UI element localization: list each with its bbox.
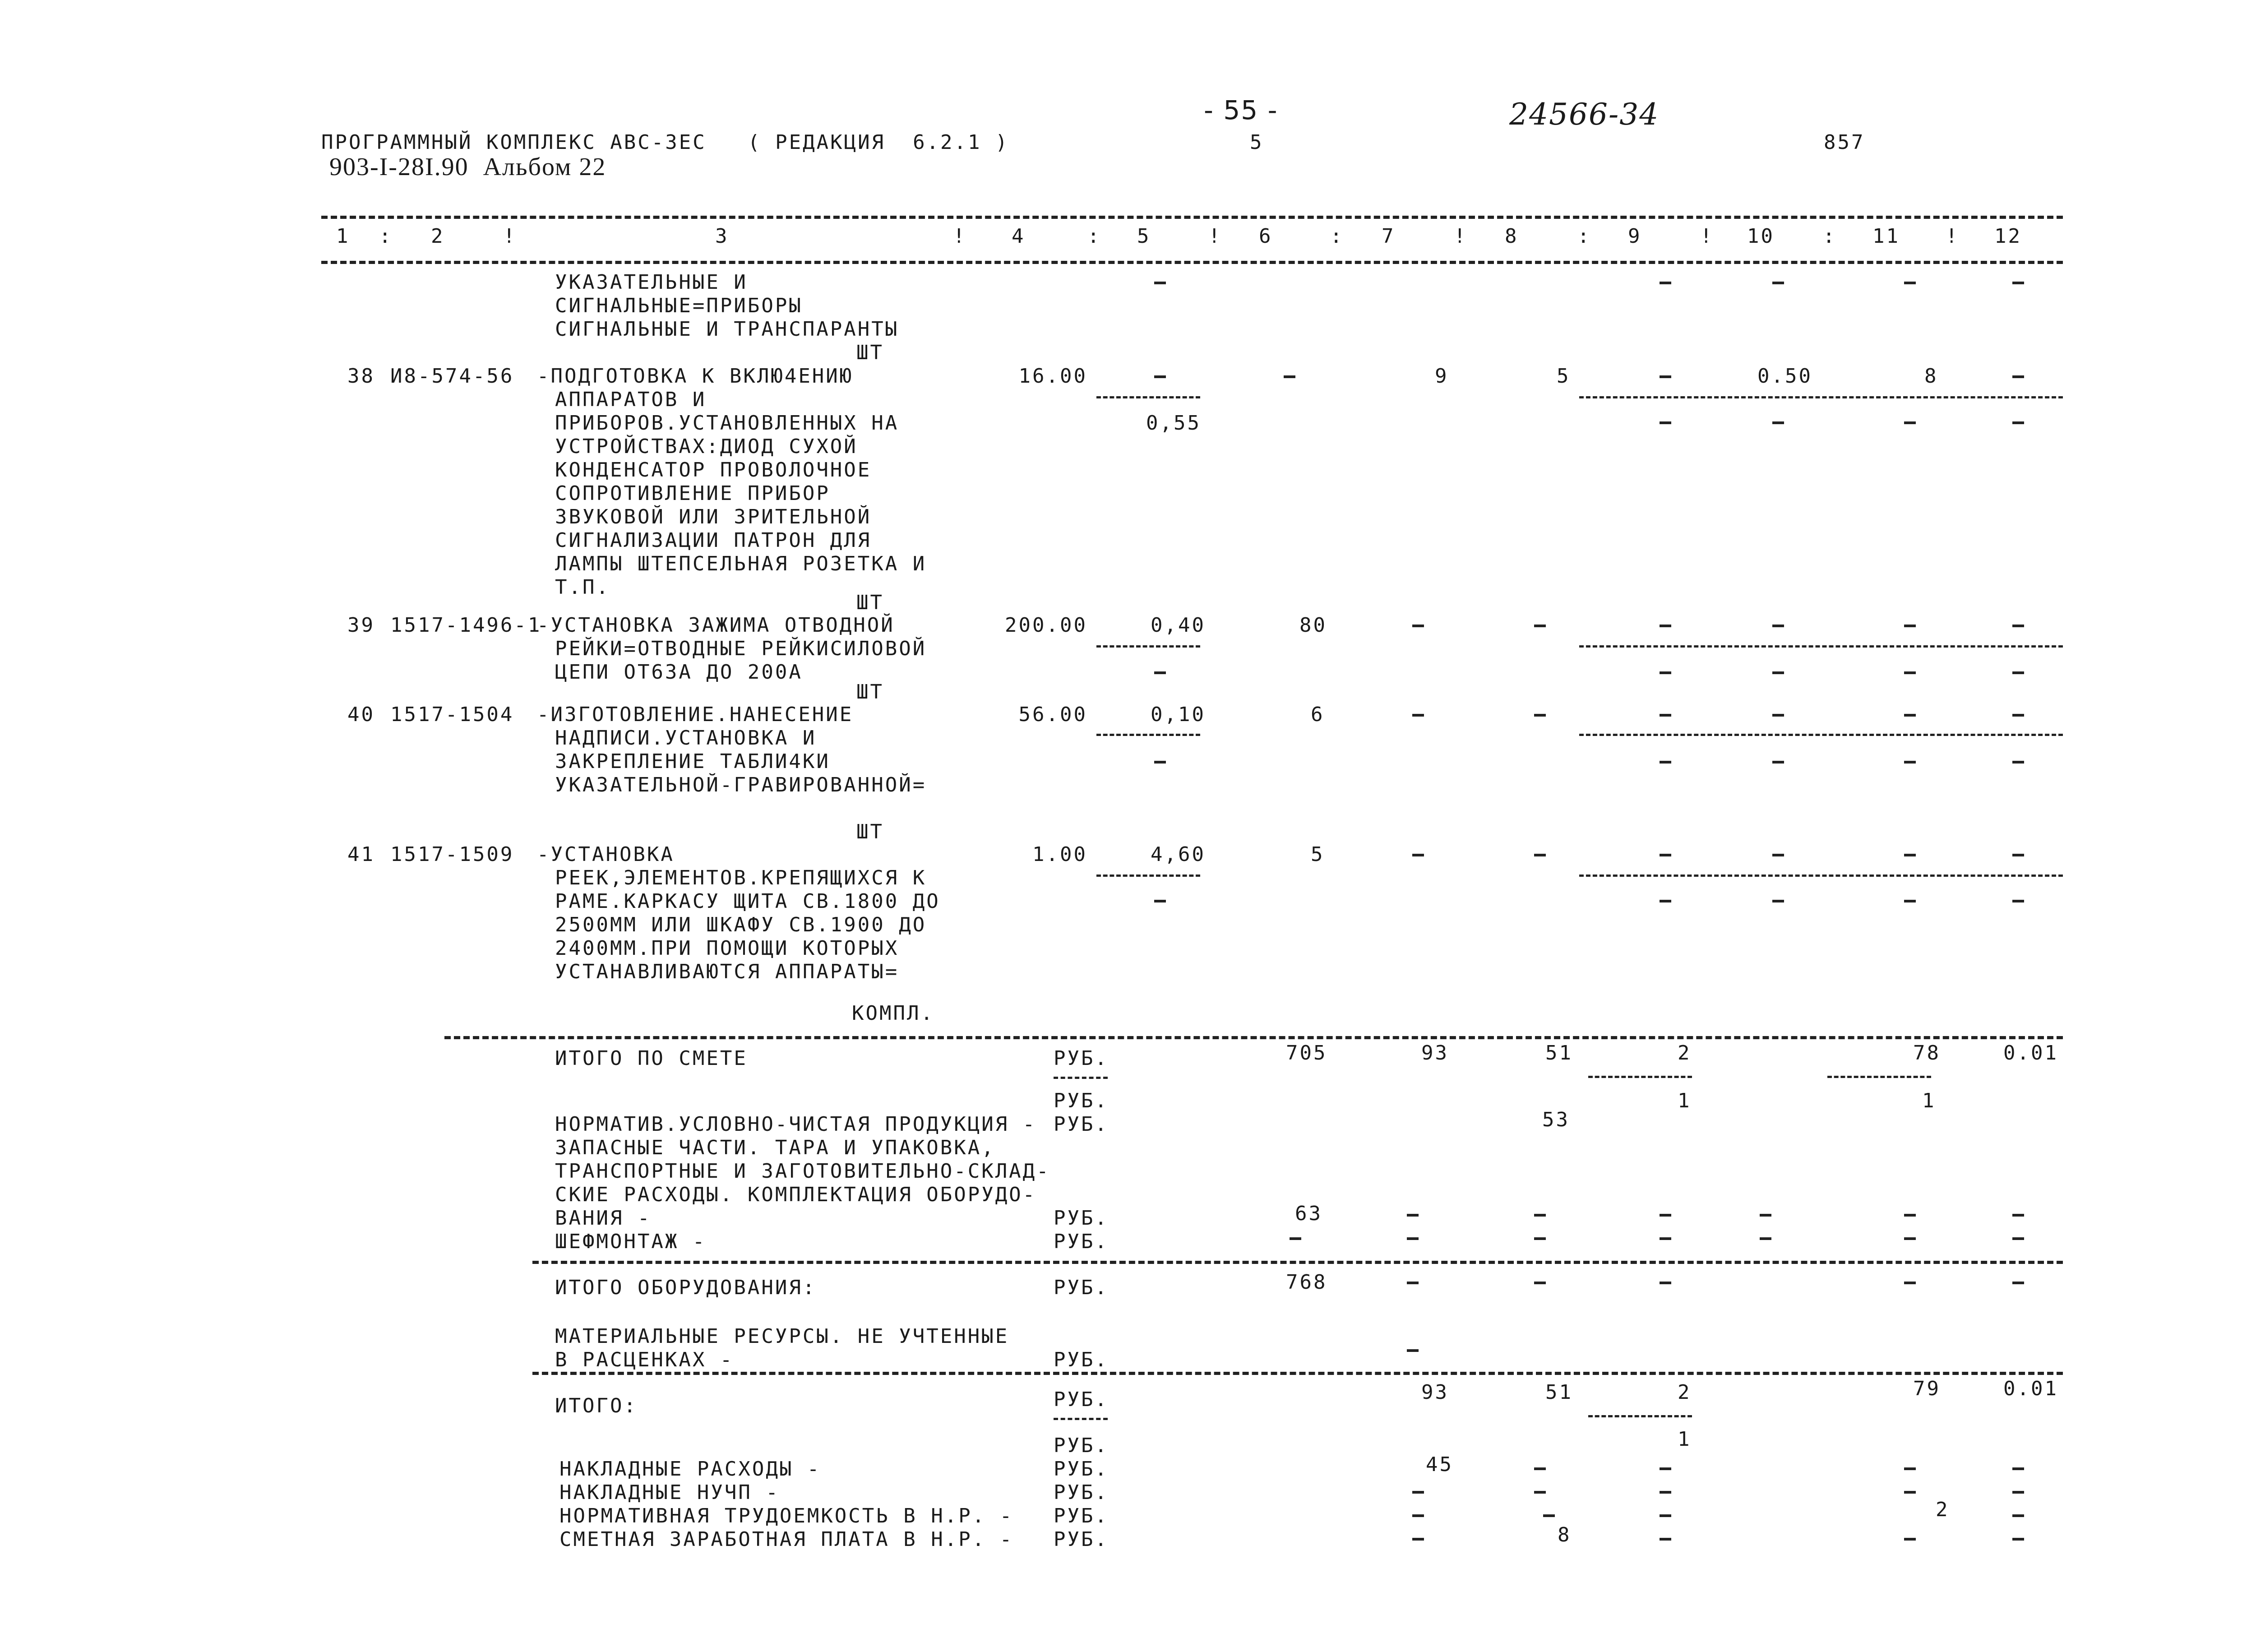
row38-col8: 5 bbox=[1557, 365, 1571, 388]
dash-mark bbox=[1284, 375, 1295, 378]
dash-mark bbox=[1407, 1237, 1419, 1240]
fraction-rule bbox=[1579, 396, 2063, 398]
table-header-rule bbox=[321, 261, 2063, 264]
rub-label: РУБ. bbox=[1054, 1481, 1109, 1504]
total-smeta-col7: 93 bbox=[1421, 1041, 1449, 1064]
fraction-rule bbox=[1579, 875, 2063, 877]
rub-label: РУБ. bbox=[1054, 1047, 1109, 1070]
dash-mark bbox=[1904, 671, 1916, 674]
dash-mark bbox=[1660, 1214, 1671, 1217]
normativ-label-line: ЗАПАСНЫЕ ЧАСТИ. ТАРА И УПАКОВКА, bbox=[555, 1136, 995, 1159]
dash-mark bbox=[1534, 854, 1546, 856]
normativ-label-line: СКИЕ РАСХОДЫ. КОМПЛЕКТАЦИЯ ОБОРУДО- bbox=[555, 1183, 1037, 1206]
dash-mark bbox=[1407, 1282, 1419, 1284]
row38-col10: 0.50 bbox=[1757, 365, 1812, 388]
row40-name-line: -ИЗГОТОВЛЕНИЕ.НАНЕСЕНИЕ bbox=[537, 703, 854, 726]
col-separator: : bbox=[1577, 225, 1591, 248]
dash-mark bbox=[1660, 854, 1671, 856]
row38-col7: 9 bbox=[1435, 365, 1449, 388]
row38-name-line: АППАРАТОВ И bbox=[555, 388, 707, 411]
dash-mark bbox=[1407, 1214, 1419, 1217]
total-smeta-col11: 78 bbox=[1913, 1041, 1941, 1064]
dash-mark bbox=[2012, 761, 2024, 764]
komplektaciya-col6: 63 bbox=[1295, 1202, 1322, 1225]
dash-mark bbox=[1660, 900, 1671, 902]
dash-mark bbox=[2012, 1467, 2024, 1470]
dash-mark bbox=[1772, 282, 1784, 284]
row40-name-line: НАДПИСИ.УСТАНОВКА И bbox=[555, 727, 817, 750]
overhead-col11: 2 bbox=[1936, 1498, 1950, 1521]
dash-mark bbox=[1904, 1237, 1916, 1240]
rub-label: РУБ. bbox=[1054, 1434, 1109, 1457]
dash-mark bbox=[1904, 625, 1916, 627]
row39-name-line: РЕЙКИ=ОТВОДНЫЕ РЕЙКИСИЛОВОЙ bbox=[555, 637, 927, 660]
dash-mark bbox=[1412, 625, 1424, 627]
dash-mark bbox=[2012, 625, 2024, 627]
dash-mark bbox=[2012, 1538, 2024, 1541]
album-title: 903-I-28I.90 Альбом 22 bbox=[329, 153, 606, 181]
fraction-rule bbox=[1096, 734, 1200, 736]
rub-label: РУБ. bbox=[1054, 1458, 1109, 1481]
row-name-line: СИГНАЛЬНЫЕ И ТРАНСПАРАНТЫ bbox=[555, 318, 899, 341]
dash-mark bbox=[1412, 1538, 1424, 1541]
row40-name-line: УКАЗАТЕЛЬНОЙ-ГРАВИРОВАННОЙ= bbox=[555, 773, 927, 796]
overhead-col7: 45 bbox=[1426, 1453, 1453, 1476]
dash-mark bbox=[1904, 1282, 1916, 1284]
row39-col6: 80 bbox=[1299, 614, 1327, 637]
dash-mark bbox=[1412, 714, 1424, 717]
dash-mark bbox=[1534, 714, 1546, 717]
rub-label: РУБ. bbox=[1054, 1276, 1109, 1299]
dash-mark bbox=[1154, 761, 1166, 764]
row41-name-line: 2400ММ.ПРИ ПОМОЩИ КОТОРЫХ bbox=[555, 937, 899, 960]
row40-col5: 0,10 bbox=[1151, 703, 1206, 726]
fraction-rule bbox=[1579, 734, 2063, 736]
dash-mark bbox=[1154, 900, 1166, 902]
row41-number: 41 bbox=[347, 843, 375, 866]
col-separator: : bbox=[379, 225, 393, 248]
rub-label: РУБ. bbox=[1054, 1504, 1109, 1527]
col-header-6: 6 bbox=[1259, 225, 1273, 248]
dash-mark bbox=[1534, 1282, 1546, 1284]
total-col11: 79 bbox=[1913, 1377, 1941, 1400]
dash-mark bbox=[1154, 671, 1166, 674]
overhead-label-line: НАКЛАДНЫЕ РАСХОДЫ - bbox=[559, 1458, 821, 1481]
dash-mark bbox=[1412, 1491, 1424, 1494]
dash-mark bbox=[1660, 1538, 1671, 1541]
row40-name-line: ЗАКРЕПЛЕНИЕ ТАБЛИ4КИ bbox=[555, 750, 830, 773]
dash-mark bbox=[1772, 714, 1784, 717]
overhead-label-line: СМЕТНАЯ ЗАРАБОТНАЯ ПЛАТА В Н.Р. - bbox=[559, 1528, 1014, 1551]
total-col7: 93 bbox=[1421, 1381, 1449, 1404]
total-smeta-label: ИТОГО ПО СМЕТЕ bbox=[555, 1047, 748, 1070]
table-top-rule bbox=[321, 216, 2063, 219]
row38-qty: 16.00 bbox=[1018, 365, 1087, 388]
fraction-rule bbox=[1827, 1076, 1931, 1078]
col-separator: : bbox=[1823, 225, 1837, 248]
col-separator: ! bbox=[1700, 225, 1714, 248]
normativ-col8: 53 bbox=[1542, 1108, 1570, 1131]
dash-mark bbox=[1904, 761, 1916, 764]
rub-label: РУБ. bbox=[1054, 1089, 1109, 1112]
dash-mark bbox=[1772, 854, 1784, 856]
row41-name-line: РЕЕК,ЭЛЕМЕНТОВ.КРЕПЯЩИХСЯ К bbox=[555, 866, 927, 889]
dash-mark bbox=[1534, 1491, 1546, 1494]
total-smeta-col9: 2 bbox=[1678, 1041, 1692, 1064]
dash-mark bbox=[1407, 1349, 1419, 1352]
fraction-rule bbox=[1054, 1418, 1108, 1420]
row38-unit: ШТ bbox=[856, 341, 884, 364]
fraction-rule bbox=[1096, 645, 1200, 648]
row40-col6: 6 bbox=[1311, 703, 1325, 726]
row41-code: 1517-1509 bbox=[390, 843, 514, 866]
total-equipment-label: ИТОГО ОБОРУДОВАНИЯ: bbox=[555, 1276, 817, 1299]
col-separator: ! bbox=[1946, 225, 1960, 248]
row39-col5: 0,40 bbox=[1151, 614, 1206, 637]
row39-name-line: -УСТАНОВКА ЗАЖИМА ОТВОДНОЙ bbox=[537, 614, 895, 637]
total-col9: 2 bbox=[1678, 1381, 1692, 1404]
dash-mark bbox=[1534, 1237, 1546, 1240]
total-smeta-col11-bottom: 1 bbox=[1922, 1089, 1936, 1112]
row38-name-line: СОПРОТИВЛЕНИЕ ПРИБОР bbox=[555, 482, 830, 505]
sheet-number: 5 bbox=[1250, 131, 1264, 154]
row38-code: И8-574-56 bbox=[390, 365, 514, 388]
normativ-label-line: ШЕФМОНТАЖ - bbox=[555, 1230, 707, 1253]
rub-label: РУБ. bbox=[1054, 1528, 1109, 1551]
row38-name-line: ЛАМПЫ ШТЕПСЕЛЬНАЯ РОЗЕТКА И bbox=[555, 552, 927, 575]
col-separator: ! bbox=[503, 225, 517, 248]
fraction-rule bbox=[1588, 1076, 1692, 1078]
dash-mark bbox=[1660, 1514, 1671, 1517]
row40-code: 1517-1504 bbox=[390, 703, 514, 726]
total-smeta-col9-bottom: 1 bbox=[1678, 1089, 1692, 1112]
dash-mark bbox=[1543, 1514, 1555, 1517]
col-header-7: 7 bbox=[1382, 225, 1396, 248]
total-smeta-col8: 51 bbox=[1545, 1041, 1573, 1064]
dash-mark bbox=[1660, 1282, 1671, 1284]
row41-name-line: РАМЕ.КАРКАСУ ЩИТА СВ.1800 ДО bbox=[555, 890, 940, 913]
fraction-rule bbox=[1588, 1415, 1692, 1417]
rub-label: РУБ. bbox=[1054, 1388, 1109, 1411]
col-header-1: 1 bbox=[336, 225, 350, 248]
row39-name-line: ЦЕПИ ОТ63А ДО 200А bbox=[555, 661, 803, 684]
materials-label-line: МАТЕРИАЛЬНЫЕ РЕСУРСЫ. НЕ УЧТЕННЫЕ bbox=[555, 1325, 1009, 1348]
dash-mark bbox=[1534, 1467, 1546, 1470]
row38-name-line: ПРИБОРОВ.УСТАНОВЛЕННЫХ НА bbox=[555, 412, 899, 435]
col-header-5: 5 bbox=[1137, 225, 1151, 248]
col-header-4: 4 bbox=[1012, 225, 1026, 248]
row39-unit: ШТ bbox=[856, 591, 884, 614]
dash-mark bbox=[1660, 1491, 1671, 1494]
col-header-8: 8 bbox=[1505, 225, 1519, 248]
total-smeta-col12: 0.01 bbox=[2003, 1041, 2058, 1064]
normativ-label-line: ВАНИЯ - bbox=[555, 1207, 652, 1230]
col-separator: : bbox=[1087, 225, 1101, 248]
dash-mark bbox=[2012, 714, 2024, 717]
rub-label: РУБ. bbox=[1054, 1348, 1109, 1371]
row38-number: 38 bbox=[347, 365, 375, 388]
dash-mark bbox=[1660, 1467, 1671, 1470]
dash-mark bbox=[1904, 900, 1916, 902]
dash-mark bbox=[2012, 421, 2024, 424]
col-header-12: 12 bbox=[1994, 225, 2022, 248]
dash-mark bbox=[1904, 714, 1916, 717]
dash-mark bbox=[1660, 1237, 1671, 1240]
overhead-label-line: НАКЛАДНЫЕ НУЧП - bbox=[559, 1481, 780, 1504]
row39-qty: 200.00 bbox=[1005, 614, 1087, 637]
dash-mark bbox=[1660, 671, 1671, 674]
total-col8: 51 bbox=[1545, 1381, 1573, 1404]
dash-mark bbox=[1154, 375, 1166, 378]
row41-name-line: УСТАНАВЛИВАЮТСЯ АППАРАТЫ= bbox=[555, 960, 899, 983]
col-header-3: 3 bbox=[715, 225, 729, 248]
rub-label: РУБ. bbox=[1054, 1230, 1109, 1253]
dash-mark bbox=[2012, 671, 2024, 674]
materials-label-line: В РАСЦЕНКАХ - bbox=[555, 1348, 734, 1371]
dash-mark bbox=[2012, 1491, 2024, 1494]
dash-mark bbox=[1772, 761, 1784, 764]
dash-mark bbox=[1534, 1214, 1546, 1217]
row38-name-line: СИГНАЛИЗАЦИИ ПАТРОН ДЛЯ bbox=[555, 529, 872, 552]
dash-mark bbox=[1904, 282, 1916, 284]
totals-rule bbox=[532, 1261, 2063, 1264]
dash-mark bbox=[1904, 1491, 1916, 1494]
dash-mark bbox=[1660, 421, 1671, 424]
dash-mark bbox=[2012, 854, 2024, 856]
dash-mark bbox=[1660, 375, 1671, 378]
row40-number: 40 bbox=[347, 703, 375, 726]
overhead-col8: 8 bbox=[1558, 1523, 1572, 1546]
row41-name-line: 2500ММ ИЛИ ШКАФУ СВ.1900 ДО bbox=[555, 913, 927, 936]
row38-name-line: УСТРОЙСТВАХ:ДИОД СУХОЙ bbox=[555, 435, 858, 458]
total-smeta-col6: 705 bbox=[1286, 1041, 1327, 1064]
dash-mark bbox=[1412, 854, 1424, 856]
dash-mark bbox=[1904, 1538, 1916, 1541]
row39-code: 1517-1496-1 bbox=[390, 614, 542, 637]
dash-mark bbox=[2012, 900, 2024, 902]
col-header-10: 10 bbox=[1747, 225, 1775, 248]
dash-mark bbox=[1904, 1214, 1916, 1217]
col-header-9: 9 bbox=[1628, 225, 1642, 248]
dash-mark bbox=[1904, 854, 1916, 856]
dash-mark bbox=[1290, 1237, 1301, 1240]
dash-mark bbox=[1904, 1467, 1916, 1470]
col-separator: ! bbox=[1208, 225, 1222, 248]
row40-qty: 56.00 bbox=[1018, 703, 1087, 726]
dash-mark bbox=[2012, 282, 2024, 284]
col-separator: ! bbox=[1454, 225, 1468, 248]
dash-mark bbox=[1154, 282, 1166, 284]
dash-mark bbox=[1412, 1514, 1424, 1517]
dash-mark bbox=[1534, 625, 1546, 627]
row38-col5-bottom: 0,55 bbox=[1146, 412, 1201, 435]
program-title: ПРОГРАММНЫЙ КОМПЛЕКС АВС-3ЕС ( РЕДАКЦИЯ 6.2.1 ) bbox=[321, 131, 1009, 154]
fraction-rule bbox=[1579, 645, 2063, 648]
row38-name-line: -ПОДГОТОВКА К ВКЛЮ4ЕНИЮ bbox=[537, 365, 854, 388]
dash-mark bbox=[2012, 1237, 2024, 1240]
col-separator: : bbox=[1330, 225, 1344, 248]
col-header-11: 11 bbox=[1872, 225, 1900, 248]
total-col9-bottom: 1 bbox=[1678, 1428, 1692, 1451]
col-separator: ! bbox=[953, 225, 967, 248]
dash-mark bbox=[2012, 375, 2024, 378]
dash-mark bbox=[2012, 1214, 2024, 1217]
dash-mark bbox=[1772, 625, 1784, 627]
dash-mark bbox=[1660, 625, 1671, 627]
totals-rule bbox=[444, 1036, 2063, 1039]
dash-mark bbox=[1772, 671, 1784, 674]
dash-mark bbox=[2012, 1282, 2024, 1284]
row41-unit-after: КОМПЛ. bbox=[852, 1002, 934, 1025]
dash-mark bbox=[1760, 1214, 1771, 1217]
row38-name-line: КОНДЕНСАТОР ПРОВОЛОЧНОЕ bbox=[555, 458, 872, 481]
row41-col5: 4,60 bbox=[1151, 843, 1206, 866]
dash-mark bbox=[1760, 1237, 1771, 1240]
row38-col11: 8 bbox=[1924, 365, 1938, 388]
row-name-line: СИГНАЛЬНЫЕ=ПРИБОРЫ bbox=[555, 294, 803, 317]
col-header-2: 2 bbox=[431, 225, 445, 248]
rub-label: РУБ. bbox=[1054, 1207, 1109, 1230]
row40-unit: ШТ bbox=[856, 680, 884, 703]
dash-mark bbox=[1660, 761, 1671, 764]
row41-name-line: -УСТАНОВКА bbox=[537, 843, 675, 866]
row41-col6: 5 bbox=[1311, 843, 1325, 866]
row38-name-line: Т.П. bbox=[555, 576, 610, 599]
page-number: - 55 - bbox=[1204, 95, 1278, 125]
dash-mark bbox=[1772, 900, 1784, 902]
overhead-label-line: НОРМАТИВНАЯ ТРУДОЕМКОСТЬ В Н.Р. - bbox=[559, 1504, 1014, 1527]
totals-rule bbox=[532, 1372, 2063, 1375]
total-label: ИТОГО: bbox=[555, 1394, 638, 1417]
row39-number: 39 bbox=[347, 614, 375, 637]
normativ-label-line: ТРАНСПОРТНЫЕ И ЗАГОТОВИТЕЛЬНО-СКЛАД- bbox=[555, 1160, 1050, 1183]
code-right: 857 bbox=[1824, 131, 1865, 154]
dash-mark bbox=[1660, 282, 1671, 284]
total-equipment-col6: 768 bbox=[1286, 1271, 1327, 1294]
rub-label: РУБ. bbox=[1054, 1113, 1109, 1136]
row41-unit: ШТ bbox=[856, 820, 884, 843]
fraction-rule bbox=[1054, 1077, 1108, 1079]
total-col12: 0.01 bbox=[2003, 1377, 2058, 1400]
row38-name-line: ЗВУКОВОЙ ИЛИ ЗРИТЕЛЬНОЙ bbox=[555, 505, 872, 528]
dash-mark bbox=[1904, 421, 1916, 424]
handwritten-code: 24566-34 bbox=[1509, 97, 1660, 132]
row41-qty: 1.00 bbox=[1032, 843, 1087, 866]
normativ-label-line: НОРМАТИВ.УСЛОВНО-ЧИСТАЯ ПРОДУКЦИЯ - bbox=[555, 1113, 1037, 1136]
fraction-rule bbox=[1096, 875, 1200, 877]
dash-mark bbox=[2012, 1514, 2024, 1517]
fraction-rule bbox=[1096, 396, 1200, 398]
row-name-line: УКАЗАТЕЛЬНЫЕ И bbox=[555, 271, 748, 294]
dash-mark bbox=[1772, 421, 1784, 424]
dash-mark bbox=[1660, 714, 1671, 717]
